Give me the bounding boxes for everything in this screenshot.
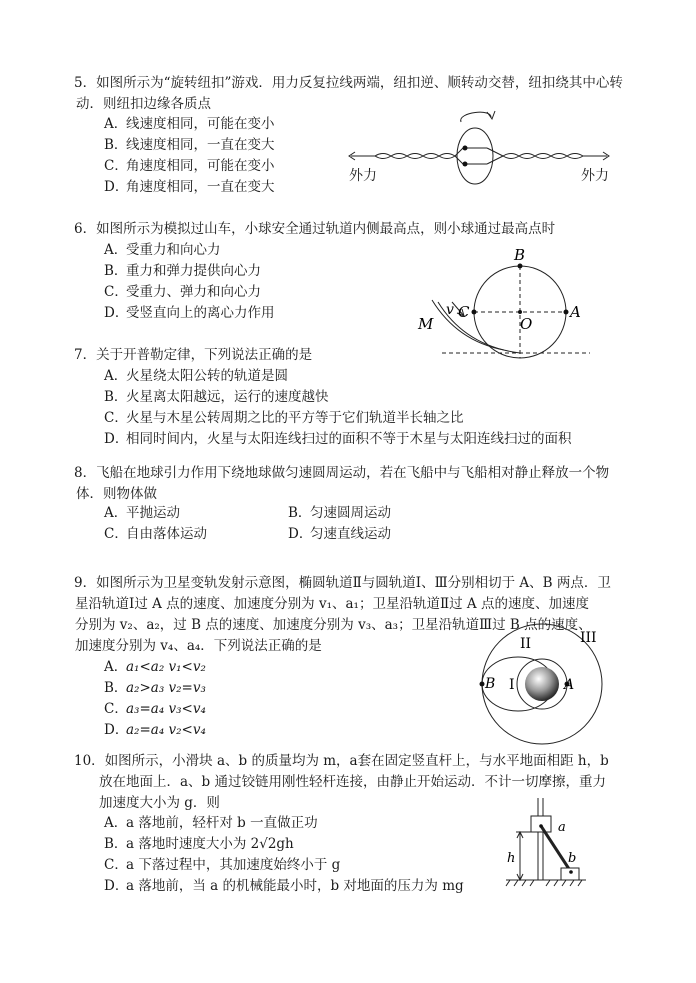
q5-option-c-text: 角速度相同，可能在变小 bbox=[126, 158, 275, 174]
q7-option-a-letter: A． bbox=[104, 368, 128, 384]
q9-option-d[interactable] bbox=[104, 720, 206, 741]
q9-label-a: A bbox=[564, 677, 575, 693]
q8-option-b-letter: B． bbox=[288, 505, 312, 521]
q10-hinge-b bbox=[569, 870, 573, 874]
q8-option-c-text: 自由落体运动 bbox=[126, 526, 207, 542]
q6-point-c bbox=[472, 310, 477, 315]
q9-option-b-letter: B． bbox=[104, 680, 128, 696]
q9-earth bbox=[525, 667, 559, 701]
q5-rotation-arc bbox=[461, 112, 491, 122]
q7-option-c-text: 火星与木星公转周期之比的平方等于它们轨道半长轴之比 bbox=[126, 410, 464, 426]
q7-option-b-text: 火星离太阳越远，运行的速度越快 bbox=[126, 389, 329, 405]
q5-option-b-letter: B． bbox=[104, 137, 128, 153]
q7-option-c-letter: C． bbox=[104, 410, 128, 426]
q9-point-b bbox=[480, 682, 485, 687]
q10-option-a-letter: A． bbox=[104, 815, 128, 831]
q9-option-c-text: a₃=a₄ v₃<v₄ bbox=[126, 701, 206, 717]
q5-option-b[interactable] bbox=[104, 135, 275, 156]
q10-option-b-letter: B． bbox=[104, 836, 128, 852]
q5-option-c-letter: C． bbox=[104, 158, 128, 174]
q5-option-a[interactable] bbox=[104, 114, 275, 135]
q9-option-c-letter: C． bbox=[104, 701, 128, 717]
q10-stem-line-1-text: 如图所示，小滑块 a、b 的质量均为 m，a套在固定竖直杆上，与水平地面相距 h，b bbox=[104, 753, 609, 769]
q6-label-c: C bbox=[458, 303, 470, 321]
q10-ground-hatching bbox=[506, 880, 582, 886]
q9-label-ii: II bbox=[520, 636, 532, 652]
q9-stem-line-3: 分别为 v₂、a₂，过 B 点的速度、加速度分别为 v₃、a₃；卫星沿轨道Ⅲ过 B 点的速度、 bbox=[75, 617, 592, 633]
q6-option-d-text: 受竖直向上的离心力作用 bbox=[126, 305, 275, 321]
q8-option-d[interactable] bbox=[288, 524, 391, 545]
q5-rotation-arrowhead bbox=[487, 111, 495, 119]
q6-label-a: A bbox=[570, 303, 581, 321]
q5-option-d[interactable] bbox=[104, 177, 275, 198]
q6-label-v: v bbox=[446, 302, 454, 318]
q9-option-b[interactable] bbox=[104, 678, 206, 699]
q7-option-b[interactable] bbox=[104, 387, 329, 408]
q5-option-d-letter: D． bbox=[104, 179, 129, 195]
q10-option-d[interactable] bbox=[104, 876, 464, 897]
q5-button-disc bbox=[457, 128, 493, 184]
q9-stem-line-1 bbox=[76, 573, 656, 594]
q6-option-b-text: 重力和弹力提供向心力 bbox=[126, 263, 261, 279]
q10-light-rod bbox=[541, 826, 571, 872]
question-5-text: 如图所示为“旋转纽扣”游戏．用力反复拉线两端，纽扣逆、顺转动交替，纽扣绕其中心转动．则纽扣边缘各质点 bbox=[76, 75, 623, 112]
q6-option-b-letter: B． bbox=[104, 263, 128, 279]
q7-option-c[interactable] bbox=[104, 408, 464, 429]
q6-point-b bbox=[518, 264, 523, 269]
q8-option-b-text: 匀速圆周运动 bbox=[310, 505, 391, 521]
q9-stem-line-4: 加速度分别为 v₄、a₄．下列说法正确的是 bbox=[75, 638, 322, 654]
question-6-stem bbox=[76, 219, 636, 240]
q6-option-d-letter: D． bbox=[104, 305, 129, 321]
q9-label-b: B bbox=[485, 676, 496, 692]
question-7-text: 关于开普勒定律，下列说法正确的是 bbox=[96, 347, 313, 363]
q10-label-h: h bbox=[507, 851, 516, 866]
q6-option-d[interactable] bbox=[104, 303, 275, 324]
q6-option-a-letter: A． bbox=[104, 242, 128, 258]
q9-option-a-text: a₁<a₂ v₁<v₂ bbox=[126, 659, 206, 675]
q9-option-b-text: a₂>a₃ v₂=v₃ bbox=[126, 680, 206, 696]
q9-orbit-figure bbox=[476, 624, 626, 754]
question-8-number: 8． bbox=[74, 465, 97, 481]
q6-option-b[interactable] bbox=[104, 261, 261, 282]
q10-option-c[interactable] bbox=[104, 855, 340, 876]
q10-stem-line-3: 加速度大小为 g．则 bbox=[99, 795, 220, 811]
q9-stem-line-2: 星沿轨道Ⅰ过 A 点的速度、加速度分别为 v₁、a₁；卫星沿轨道Ⅱ过 A 点的速度、加速度 bbox=[75, 596, 589, 612]
q7-option-a[interactable] bbox=[104, 366, 288, 387]
q9-option-a-letter: A． bbox=[104, 659, 128, 675]
q9-label-iii: III bbox=[580, 630, 597, 646]
q10-option-d-letter: D． bbox=[104, 878, 129, 894]
question-9-number: 9． bbox=[74, 575, 97, 591]
q5-hole-bottom bbox=[463, 162, 468, 167]
q5-option-c[interactable] bbox=[104, 156, 275, 177]
q8-option-c-letter: C． bbox=[104, 526, 128, 542]
q10-option-a-text: a 落地前，轻杆对 b 一直做正功 bbox=[126, 815, 318, 831]
q9-option-d-text: a₂=a₄ v₂<v₄ bbox=[126, 722, 206, 738]
q6-option-c-letter: C． bbox=[104, 284, 128, 300]
q10-block-a bbox=[531, 816, 551, 832]
q10-label-b: b bbox=[568, 851, 577, 866]
question-8-stem bbox=[76, 463, 636, 505]
q6-option-a[interactable] bbox=[104, 240, 221, 261]
q5-left-force-label: 外力 bbox=[349, 168, 377, 184]
q7-option-d-text: 相同时间内，火星与太阳连线扫过的面积不等于木星与太阳连线扫过的面积 bbox=[126, 431, 572, 447]
q5-option-d-text: 角速度相同，一直在变大 bbox=[126, 179, 275, 195]
q10-block-b bbox=[561, 868, 579, 880]
q6-point-a bbox=[564, 310, 569, 315]
q10-option-b[interactable] bbox=[104, 834, 294, 855]
q10-option-d-text: a 落地前，当 a 的机械能最小时，b 对地面的压力为 mg bbox=[126, 878, 464, 894]
q9-label-i: I bbox=[509, 677, 515, 693]
q8-option-b[interactable] bbox=[288, 503, 391, 524]
q7-option-d-letter: D． bbox=[104, 431, 129, 447]
q6-loop-figure bbox=[410, 240, 610, 360]
question-7-number: 7． bbox=[74, 347, 97, 363]
q6-option-a-text: 受重力和向心力 bbox=[126, 242, 221, 258]
question-8-text: 飞船在地球引力作用下绕地球做匀速圆周运动，若在飞船中与飞船相对静止释放一个物体．则物体做 bbox=[76, 465, 610, 502]
question-7-stem bbox=[76, 345, 636, 366]
q10-stem-line-1 bbox=[76, 751, 656, 772]
q8-option-a-text: 平抛运动 bbox=[126, 505, 180, 521]
question-5-number: 5． bbox=[74, 75, 97, 91]
q5-button-figure bbox=[345, 108, 615, 188]
q10-hinge-a bbox=[539, 824, 543, 828]
q9-option-d-letter: D． bbox=[104, 722, 129, 738]
q5-option-a-text: 线速度相同，可能在变小 bbox=[126, 116, 275, 132]
q9-stem-line-1-text: 如图所示为卫星变轨发射示意图，椭圆轨道Ⅱ与圆轨道Ⅰ、Ⅲ分别相切于 A、B 两点．卫 bbox=[96, 575, 611, 591]
question-6-number: 6． bbox=[74, 221, 97, 237]
q9-option-c[interactable] bbox=[104, 699, 206, 720]
q8-option-a-letter: A． bbox=[104, 505, 128, 521]
q8-option-c[interactable] bbox=[104, 524, 207, 545]
q10-label-a: a bbox=[558, 820, 566, 835]
question-6-text: 如图所示为模拟过山车，小球安全通过轨道内侧最高点，则小球通过最高点时 bbox=[96, 221, 556, 237]
q5-option-b-text: 线速度相同，一直在变大 bbox=[126, 137, 275, 153]
q6-label-b: B bbox=[514, 246, 526, 264]
q6-label-o: O bbox=[520, 315, 533, 333]
q6-label-m: M bbox=[418, 315, 434, 333]
q5-right-force-label: 外力 bbox=[581, 168, 609, 184]
q6-point-o bbox=[518, 310, 522, 314]
q5-option-a-letter: A． bbox=[104, 116, 128, 132]
q9-option-a[interactable] bbox=[104, 657, 206, 678]
question-10-number: 10． bbox=[74, 753, 105, 769]
q10-option-a[interactable] bbox=[104, 813, 318, 834]
q6-option-c-text: 受重力、弹力和向心力 bbox=[126, 284, 261, 300]
q6-option-c[interactable] bbox=[104, 282, 261, 303]
q8-option-d-text: 匀速直线运动 bbox=[310, 526, 391, 542]
q8-option-d-letter: D． bbox=[288, 526, 313, 542]
q7-option-d[interactable] bbox=[104, 429, 572, 450]
q10-slider-figure bbox=[506, 796, 606, 888]
q10-option-c-text: a 下落过程中，其加速度始终小于 g bbox=[126, 857, 341, 873]
q7-option-b-letter: B． bbox=[104, 389, 128, 405]
q7-option-a-text: 火星绕太阳公转的轨道是圆 bbox=[126, 368, 288, 384]
q10-stem-line-2: 放在地面上．a、b 通过铰链用刚性轻杆连接，由静止开始运动．不计一切摩擦，重力 bbox=[99, 774, 606, 790]
q10-option-c-letter: C． bbox=[104, 857, 128, 873]
q8-option-a[interactable] bbox=[104, 503, 180, 524]
q10-option-b-text: a 落地时速度大小为 2√2gh bbox=[126, 836, 294, 852]
q5-hole-top bbox=[463, 146, 468, 151]
